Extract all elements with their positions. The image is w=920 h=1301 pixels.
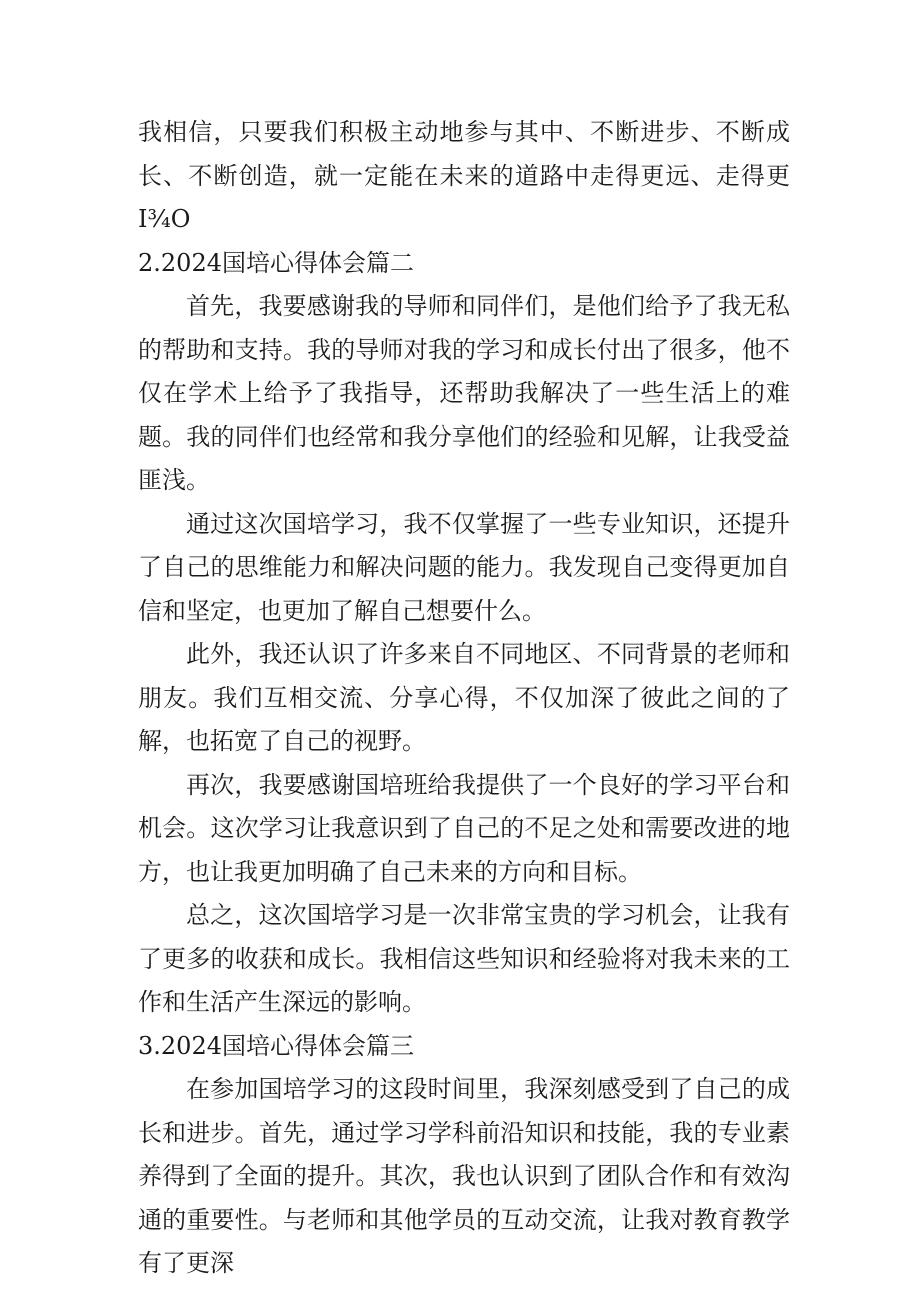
section-heading-2: 2.2024国培心得体会篇二 xyxy=(138,248,414,277)
section-2-paragraph-5: 总之，这次国培学习是一次非常宝贵的学习机会，让我有了更多的收获和成长。我相信这些知识和经验将对我未来的工作和生活产生深远的影响。 xyxy=(138,901,790,1016)
document-body xyxy=(138,111,790,1286)
section-2-paragraph-2: 通过这次国培学习，我不仅掌握了一些专业知识，还提升了自己的思维能力和解决问题的能力。我发现自己变得更加自信和坚定，也更加了解自己想要什么。 xyxy=(138,509,790,625)
section-heading-3: 3.2024国培心得体会篇三 xyxy=(138,1031,414,1060)
section-2-paragraph-1: 首先，我要感谢我的导师和同伴们，是他们给予了我无私的帮助和支持。我的导师对我的学习和成长付出了很多，他不仅在学术上给予了我指导，还帮助我解决了一些生活上的难题。我的同伴们也经常和我分享他们的经验和见解，让我受益匪浅。 xyxy=(138,292,790,494)
section-2-paragraph-3: 此外，我还认识了许多来自不同地区、不同背景的老师和朋友。我们互相交流、分享心得，不仅加深了彼此之间的了解，也拓宽了自己的视野。 xyxy=(138,640,790,755)
section-3-paragraph-1: 在参加国培学习的这段时间里，我深刻感受到了自己的成长和进步。首先，通过学习学科前沿知识和技能，我的专业素养得到了全面的提升。其次，我也认识到了团队合作和有效沟通的重要性。与老师和其他学员的互动交流，让我对教育教学有了更深 xyxy=(138,1075,790,1277)
opening-paragraph: 我相信，只要我们积极主动地参与其中、不断进步、不断成长、不断创造，就一定能在未来的道路中走得更远、走得更I¾O xyxy=(138,118,790,233)
section-2-paragraph-4: 再次，我要感谢国培班给我提供了一个良好的学习平台和机会。这次学习让我意识到了自己的不足之处和需要改进的地方，也让我更加明确了自己未来的方向和目标。 xyxy=(138,770,790,886)
